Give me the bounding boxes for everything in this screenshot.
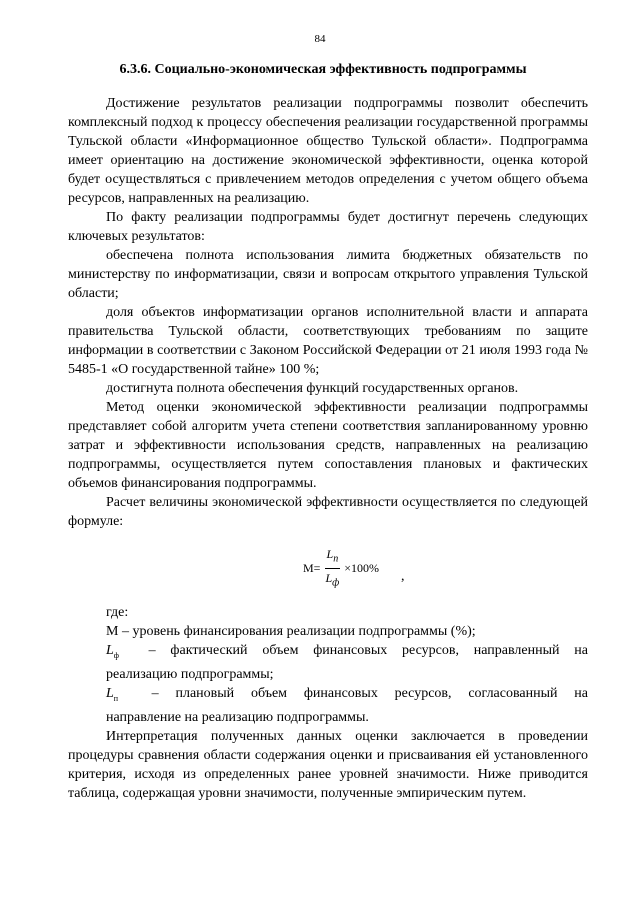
formula-equals: = [313, 561, 321, 576]
formula-multiplier: ×100% [344, 561, 380, 576]
result-item-security: доля объектов информатизации органов исполнительной власти и аппарата правительства Тульской области, соответствующих требованиям по защите информации в соответствии с Законом Российской Федерации от 21 июля 1993 года № 5485-1 «О государственной тайне» 100 %; [68, 305, 588, 377]
paragraph-method: Метод оценки экономической эффективности реализации подпрограммы представляет собой алгоритм учета степени соответствия запланированному уровню затрат и эффективности использования средств, направленных на реализацию подпрограммы, осуществляется путем сопоставления плановых и фактических объемов финансирования подпрограммы. [68, 400, 588, 491]
paragraph-achievement: Достижение результатов реализации подпрограммы позволит обеспечить комплексный подход к процессу обеспечения реализации государственной программы Тульской области «Информационное общество Тульской области». Подпрограмма имеет ориентацию на достижение экономической эффективности, оценка которой будет осуществляться с привлечением методов определения с учетом общего объема ресурсов, направленных на реализацию. [68, 96, 588, 206]
page-number: 84 [314, 33, 326, 45]
formula-numerator [325, 545, 341, 569]
lf-line1: – фактический объем финансовых ресурсов, направленный на [148, 643, 589, 658]
definition-m: М – уровень финансирования реализации подпрограммы (%); [106, 624, 476, 639]
formula-lhs: М [303, 561, 314, 576]
numerator-sub: п [333, 553, 339, 565]
result-item-budget: обеспечена полнота использования лимита бюджетных обязательств по министерству по информатизации, связи и вопросам открытого управления Тульской области; [68, 248, 588, 301]
denominator-sub: ф [332, 577, 340, 589]
numerator-var: L [326, 547, 334, 561]
document-body [68, 94, 588, 803]
formula-comma: , [401, 569, 405, 584]
formula-block [68, 531, 588, 603]
lf-symbol: $L_ф$ [106, 643, 119, 660]
section-title: 6.3.6. Социально-экономическая эффективность подпрограммы [119, 62, 527, 77]
definition-lp [68, 684, 588, 708]
lp-line1: – плановый объем финансовых ресурсов, согласованный на [151, 685, 589, 701]
paragraph-results-intro: По факту реализации подпрограммы будет достигнут перечень следующих ключевых результатов: [68, 210, 588, 244]
formula-denominator [323, 569, 341, 592]
denominator-var: L [325, 571, 333, 586]
result-item-functions: достигнута полнота обеспечения функций государственных органов. [106, 381, 519, 396]
paragraph-calculation: Расчет величины экономической эффективности осуществляется по следующей формуле: [68, 495, 588, 529]
definition-lp-cont: направление на реализацию подпрограммы. [106, 709, 369, 725]
definition-lf [68, 641, 588, 665]
definition-lf-cont: реализацию подпрограммы; [106, 666, 274, 682]
lp-symbol: $L_п$ [106, 685, 119, 703]
where-label: где: [106, 605, 129, 620]
paragraph-interpretation: Интерпретация полученных данных оценки заключается в проведении процедуры сравнения области содержания оценки и присваивания ей установленного критерия, исходя из определенных ранее уровней значимости. Ниже приводится таблица, содержащая уровни значимости, полученные эмпирическим путем. [68, 728, 588, 801]
formula-fraction [323, 545, 341, 593]
efficiency-formula [303, 545, 379, 593]
